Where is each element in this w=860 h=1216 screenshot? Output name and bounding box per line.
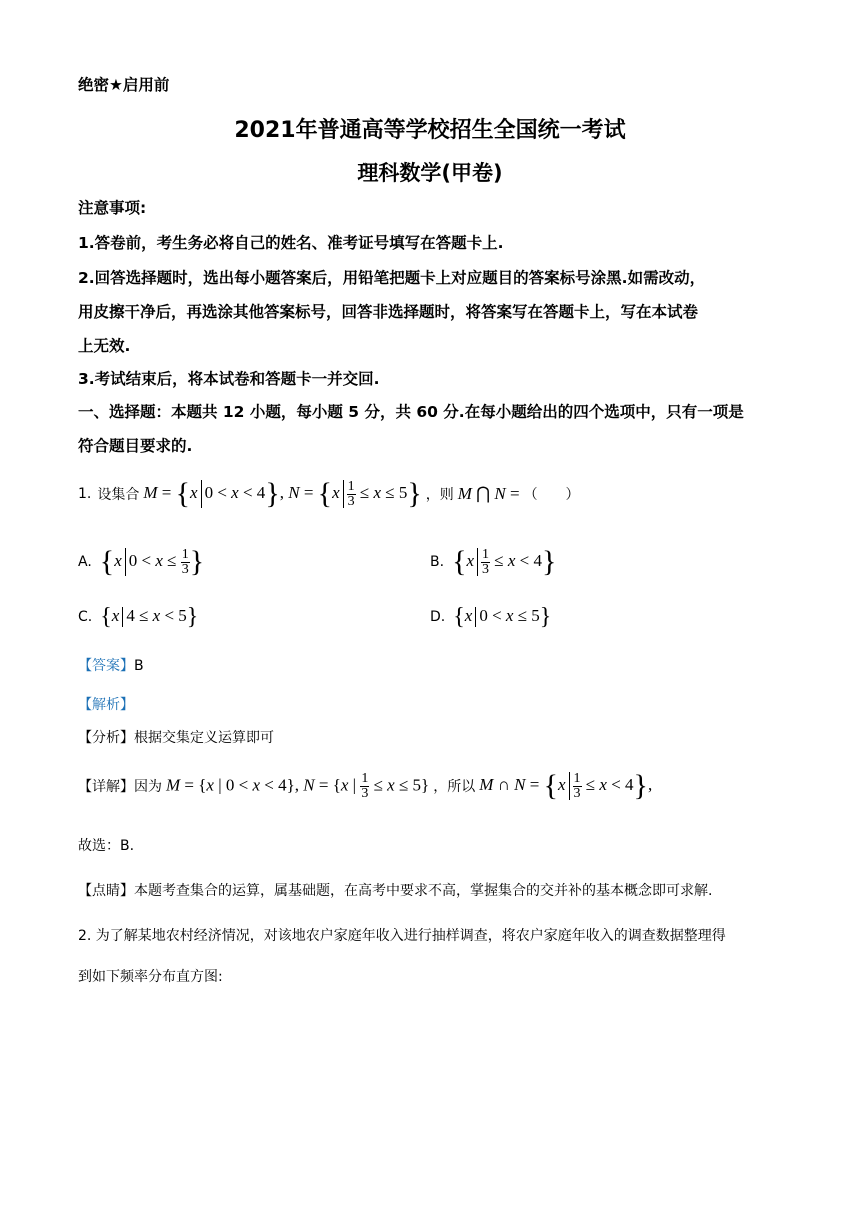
option-a <box>78 540 204 584</box>
answer-value: B <box>134 658 144 674</box>
answer-line <box>78 655 144 675</box>
choose-line: 故选：B. <box>78 838 135 854</box>
option-d <box>430 600 551 634</box>
section-1-line-2: 符合题目要求的. <box>78 437 193 455</box>
section-1-line-1: 一、选择题：本题共 12 小题，每小题 5 分，共 60 分.在每小题给出的四个选项中，只有一项是 <box>78 403 744 421</box>
question-1-then: ，则 <box>425 487 454 503</box>
option-d-label: D. <box>430 609 446 625</box>
question-2-line-1: 2. 为了解某地农村经济情况，对该地农户家庭年收入进行抽样调查，将农户家庭年收入的调查数据整理得 <box>78 928 726 944</box>
comment-tag: 【点睛】 <box>78 883 134 899</box>
option-a-label: A. <box>78 554 92 570</box>
set-m-definition: M = {x 0 < x < 4}, N = {x $\frac{1}{3}$ ≤ x ≤ 5} <box>143 477 422 510</box>
comment-line <box>78 880 712 900</box>
exam-subtitle: 理科数学(甲卷) <box>357 161 503 185</box>
secret-label: 绝密★启用前 <box>78 76 170 94</box>
analysis-tag: 【解析】 <box>78 697 134 713</box>
option-b-label: B. <box>430 554 445 570</box>
note-item-1: 1.答卷前，考生务必将自己的姓名、准考证号填写在答题卡上. <box>78 234 504 252</box>
option-a-set: {x 0 < x ≤ $\frac{1}{3}$ } <box>99 545 205 578</box>
question-1-number: 1. <box>78 486 92 502</box>
detail-result: M ∩ N = {x $\frac{1}{3}$ ≤ x < 4}, <box>479 769 653 802</box>
question-1-stem <box>78 472 580 516</box>
note-item-2-line-2: 用皮擦干净后，再选涂其他答案标号，回答非选择题时，将答案写在答题卡上，写在本试卷 <box>78 303 699 321</box>
detail-line <box>78 764 652 808</box>
note-item-2-line-1: 2.回答选择题时，选出每小题答案后，用铅笔把题卡上对应题目的答案标号涂黑.如需改动， <box>78 269 706 287</box>
option-c <box>78 600 198 634</box>
fenxi-line <box>78 727 274 747</box>
note-item-3: 3.考试结束后，将本试卷和答题卡一并交回. <box>78 370 380 388</box>
option-b <box>430 540 556 584</box>
fenxi-tag: 【分析】 <box>78 730 134 746</box>
question-1-prefix: 设集合 <box>97 487 140 503</box>
comment-text: 本题考查集合的运算，属基础题，在高考中要求不高，掌握集合的交并补的基本概念即可求解. <box>134 883 713 899</box>
fenxi-text: 根据交集定义运算即可 <box>134 730 274 746</box>
detail-tag: 【详解】 <box>78 779 134 795</box>
question-2-line-2: 到如下频率分布直方图: <box>78 969 223 985</box>
option-b-set: {x $\frac{1}{3}$ ≤ x < 4} <box>452 545 557 578</box>
detail-sets: M = {x | 0 < x < 4}, N = {x | $\frac{1}{3}$ ≤ x ≤ 5} <box>166 770 430 801</box>
option-c-label: C. <box>78 609 93 625</box>
option-d-set: {x 0 < x ≤ 5} <box>453 604 552 630</box>
answer-tag: 【答案】 <box>78 658 134 674</box>
detail-so: ，所以 <box>433 779 476 795</box>
detail-because: 因为 <box>134 779 162 795</box>
notes-heading: 注意事项: <box>78 199 147 217</box>
exam-title: 2021年普通高等学校招生全国统一考试 <box>234 118 626 143</box>
note-item-2-line-3: 上无效. <box>78 337 131 355</box>
option-c-set: {x 4 ≤ x < 5} <box>100 604 199 630</box>
intersection-expr: M ⋂ N = <box>457 484 520 503</box>
question-1-blank: （ ） <box>523 487 580 503</box>
